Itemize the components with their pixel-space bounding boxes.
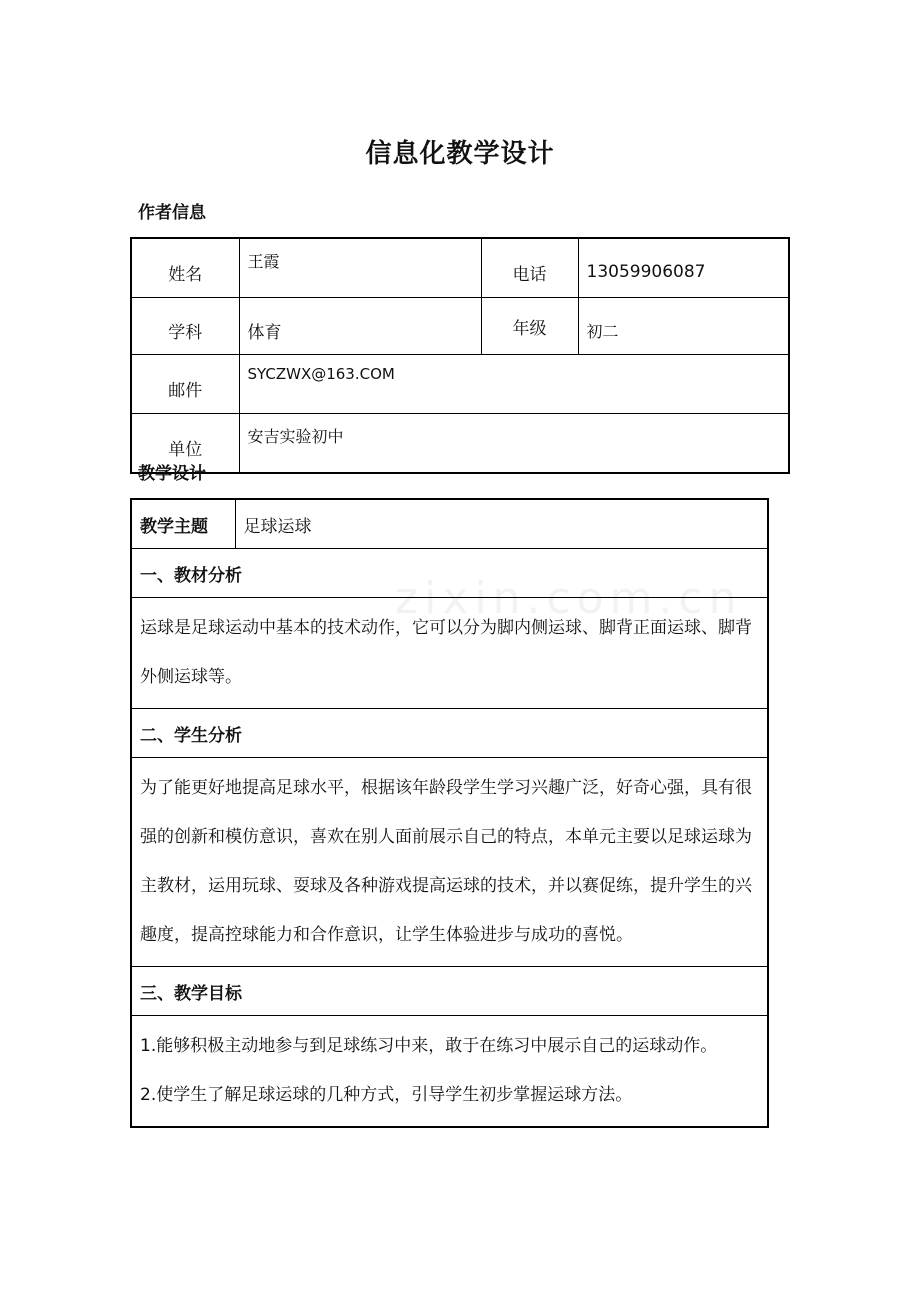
goal-item: 2.使学生了解足球运球的几种方式，引导学生初步掌握运球方法。 (140, 1085, 633, 1105)
goal-item: 1.能够积极主动地参与到足球练习中来，敢于在练习中展示自己的运球动作。 (140, 1036, 718, 1056)
name-value: 王霞 (239, 238, 481, 298)
email-value: SYCZWX@163.COM (239, 355, 789, 414)
author-row-subject (131, 298, 789, 355)
topic-row (131, 499, 768, 549)
author-section-heading: 作者信息 (138, 203, 206, 223)
goal-heading-row (131, 967, 768, 1016)
student-heading: 二、学生分析 (131, 709, 768, 758)
goal-text-row (131, 1016, 768, 1128)
material-text-row (131, 598, 768, 709)
topic-value: 足球运球 (235, 499, 768, 549)
page-title: 信息化教学设计 (365, 139, 555, 169)
student-text-row (131, 758, 768, 967)
name-label: 姓名 (131, 238, 239, 298)
unit-label: 单位 (131, 414, 239, 474)
author-row-name (131, 238, 789, 298)
watermark: zixin.com.cn (395, 573, 743, 624)
student-heading-row (131, 709, 768, 758)
author-info-table (130, 237, 790, 474)
author-row-unit (131, 414, 789, 474)
subject-label: 学科 (131, 298, 239, 355)
topic-label: 教学主题 (131, 499, 235, 549)
subject-value: 体育 (239, 298, 481, 355)
unit-value: 安吉实验初中 (239, 414, 789, 474)
goal-heading: 三、教学目标 (131, 967, 768, 1016)
grade-value: 初二 (578, 298, 789, 355)
material-heading-row (131, 549, 768, 598)
student-text: 为了能更好地提高足球水平，根据该年龄段学生学习兴趣广泛，好奇心强，具有很强的创新和模仿意识，喜欢在别人面前展示自己的特点，本单元主要以足球运球为主教材，运用玩球、耍球及各种游戏提高运球的技术，并以赛促练，提升学生的兴趣度，提高控球能力和合作意识，让学生体验进步与成功的喜悦。 (131, 758, 768, 967)
goal-list (131, 1016, 768, 1128)
phone-label: 电话 (481, 238, 578, 298)
author-row-email (131, 355, 789, 414)
teaching-design-table (130, 498, 769, 1128)
grade-label: 年级 (481, 298, 578, 355)
material-heading: 一、教材分析 (131, 549, 768, 598)
design-section-heading: 教学设计 (138, 464, 206, 484)
material-text: 运球是足球运动中基本的技术动作，它可以分为脚内侧运球、脚背正面运球、脚背外侧运球等。 (131, 598, 768, 709)
phone-value: 13059906087 (578, 238, 789, 298)
email-label: 邮件 (131, 355, 239, 414)
